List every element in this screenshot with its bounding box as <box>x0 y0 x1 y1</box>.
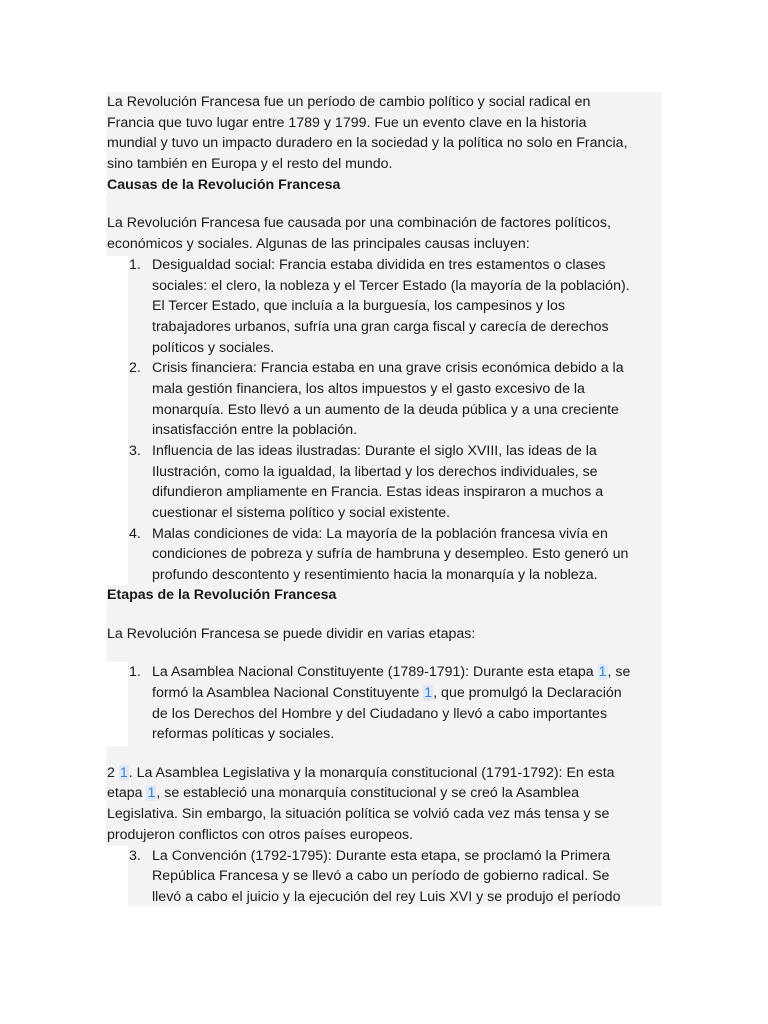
list-item-line: República Francesa y se llevó a cabo un período de gobierno radical. Se <box>152 868 610 884</box>
paragraph-line: produjeron conflictos con otros países europeos. <box>107 827 414 843</box>
list-item-number: 1. <box>129 257 141 273</box>
list-item-line <box>152 683 622 704</box>
list-item-text: , se <box>607 664 631 680</box>
list-item-line: políticos y sociales. <box>152 340 275 356</box>
list-item-number: 1. <box>129 664 141 680</box>
list-item-line: difundieron ampliamente en Francia. Estas ideas inspiraron a muchos a <box>152 484 604 500</box>
intro-line: La Revolución Francesa fue un período de cambio político y social radical en <box>107 94 591 110</box>
paragraph-text: 2 <box>107 765 119 781</box>
stages-intro-line: La Revolución Francesa se puede dividir en varias etapas: <box>107 626 476 642</box>
list-item-line: sociales: el clero, la nobleza y el Tercer Estado (la mayoría de la población). <box>152 278 630 294</box>
list-item-line: de los Derechos del Hombre y del Ciudadano y llevó a cabo importantes <box>152 706 608 722</box>
list-item-line: profundo descontento y resentimiento hacia la monarquía y la nobleza. <box>152 567 598 583</box>
list-item-line: cuestionar el sistema político y social existente. <box>152 505 451 521</box>
causes-intro-line: La Revolución Francesa fue causada por una combinación de factores políticos, <box>107 215 611 231</box>
list-item-line: trabajadores urbanos, sufría una gran carga fiscal y carecía de derechos <box>152 319 609 335</box>
list-item-line: condiciones de pobreza y sufría de hambruna y desempleo. Esto generó un <box>152 546 629 562</box>
heading-causes: Causas de la Revolución Francesa <box>107 175 662 196</box>
list-item-line: insatisfacción entre la población. <box>152 422 358 438</box>
heading-stages: Etapas de la Revolución Francesa <box>107 585 662 606</box>
list-item-line: El Tercer Estado, que incluía a la burguesía, los campesinos y los <box>152 298 565 314</box>
list-item-line: La Convención (1792-1795): Durante esta etapa, se proclamó la Primera <box>152 848 611 864</box>
paragraph-line: Legislativa. Sin embargo, la situación política se volvió cada vez más tensa y se <box>107 806 610 822</box>
causes-intro-line: económicos y sociales. Algunas de las principales causas incluyen: <box>107 236 530 252</box>
list-item-number: 3. <box>129 848 141 864</box>
paragraph-line <box>107 783 579 804</box>
paragraph-text: etapa <box>107 785 147 801</box>
list-item-number: 4. <box>129 526 141 542</box>
list-item-line: Influencia de las ideas ilustradas: Durante el siglo XVIII, las ideas de la <box>152 443 597 459</box>
paragraph-text: , se estableció una monarquía constitucional y se creó la Asamblea <box>156 785 580 801</box>
intro-line: sino también en Europa y el resto del mundo. <box>107 156 393 172</box>
citation-link[interactable]: 1 <box>119 765 128 781</box>
list-item-number: 3. <box>129 443 141 459</box>
list-item-line: llevó a cabo el juicio y la ejecución del rey Luis XVI y se produjo el período <box>152 889 621 905</box>
list-item-line: Desigualdad social: Francia estaba dividida en tres estamentos o clases <box>152 257 606 273</box>
list-item-line: Malas condiciones de vida: La mayoría de la población francesa vivía en <box>152 526 608 542</box>
list-item-text: formó la Asamblea Nacional Constituyente <box>152 685 424 701</box>
paragraph-line <box>107 763 615 784</box>
list-item-line <box>152 662 630 683</box>
citation-link[interactable]: 1 <box>147 785 156 801</box>
paragraph-text: . La Asamblea Legislativa y la monarquía constitucional (1791-1792): En esta <box>128 765 615 781</box>
list-item-number: 2. <box>129 360 141 376</box>
list-item-line: mala gestión financiera, los altos impuestos y el gasto excesivo de la <box>152 381 585 397</box>
list-item-line: Ilustración, como la igualdad, la libertad y los derechos individuales, se <box>152 464 598 480</box>
intro-line: Francia que tuvo lugar entre 1789 y 1799. Fue un evento clave en la historia <box>107 115 587 131</box>
citation-link[interactable]: 1 <box>424 685 433 701</box>
list-item-text: , que promulgó la Declaración <box>433 685 622 701</box>
list-item-line: reformas políticas y sociales. <box>152 726 335 742</box>
list-item-text: La Asamblea Nacional Constituyente (1789-1791): Durante esta etapa <box>152 664 598 680</box>
citation-link[interactable]: 1 <box>598 664 607 680</box>
list-item-line: monarquía. Esto llevó a un aumento de la deuda pública y a una creciente <box>152 402 619 418</box>
intro-line: mundial y tuvo un impacto duradero en la sociedad y la política no solo en Francia, <box>107 135 628 151</box>
list-item-line: Crisis financiera: Francia estaba en una grave crisis económica debido a la <box>152 360 624 376</box>
